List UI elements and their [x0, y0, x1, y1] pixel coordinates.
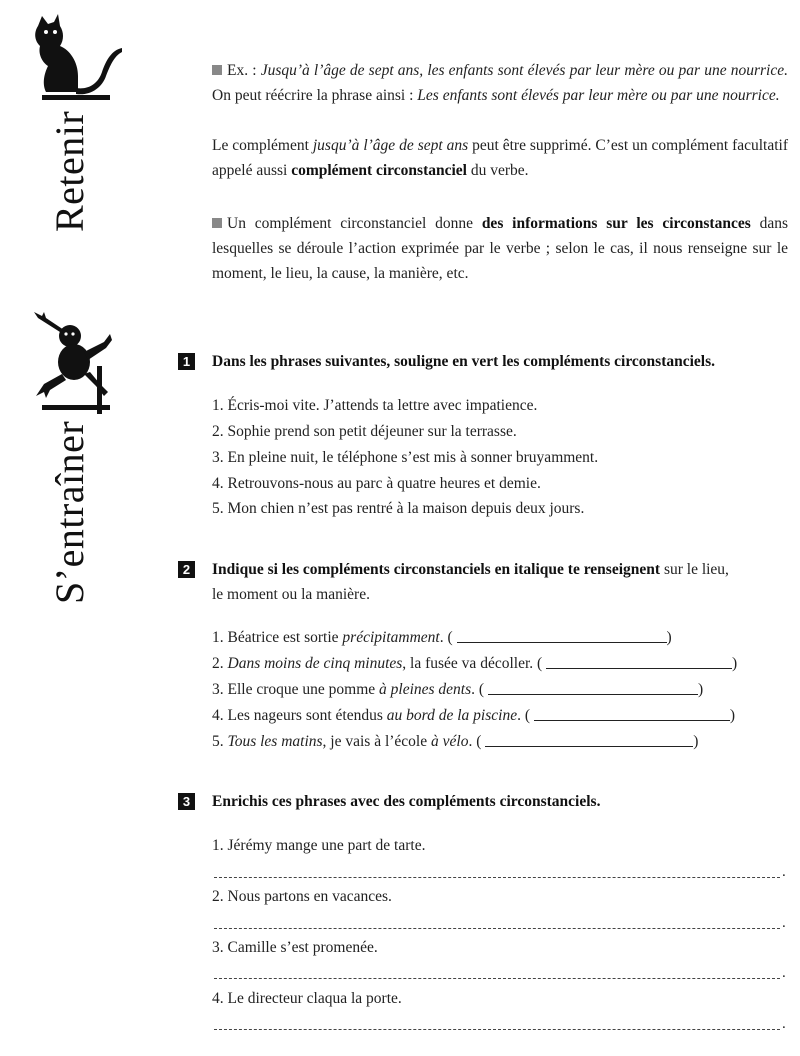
item-text: 4. Les nageurs sont étendus: [212, 707, 387, 724]
exercise2-instruction-bold: Indique si les compléments circonstanciels en italique te renseignent: [212, 561, 661, 578]
exercise3-item-3: 3. Camille s’est promenée.: [212, 939, 378, 956]
complement-rest: peut être supprimé. C’est un complément facultatif appelé aussi: [212, 137, 789, 179]
exercise1-item-4: 4. Retrouvons-nous au parc à quatre heures et demie.: [212, 475, 541, 492]
exercise2-item-5: [212, 732, 698, 752]
exercise1-item-2: 2. Sophie prend son petit déjeuner sur la terrasse.: [212, 423, 517, 440]
exercise1-item-3: 3. En pleine nuit, le téléphone s’est mis à sonner bruyamment.: [212, 449, 599, 466]
item-italic: précipitamment: [342, 629, 440, 646]
item-text: , la fusée va décoller. (: [402, 655, 543, 672]
item-italic: Tous les matins: [227, 733, 323, 750]
exercise2-number: 2: [178, 561, 195, 578]
retenir-complement-paragraph: [212, 133, 788, 183]
exercise1-item-5: 5. Mon chien n’est pas rentré à la maison depuis deux jours.: [212, 500, 585, 517]
info-bold: des informations sur les circonstances: [481, 215, 751, 232]
exercise2-item-1: [212, 628, 672, 648]
item-italic: à pleines dents: [379, 681, 472, 698]
line-end-dot: .: [782, 1016, 786, 1032]
retenir-example-paragraph: [212, 58, 788, 108]
close-paren: ): [666, 629, 672, 646]
answer-blank[interactable]: [457, 630, 667, 643]
cat-icon: [26, 14, 126, 100]
item-text: . (: [439, 629, 453, 646]
rewrite-intro: On peut réécrire la phrase ainsi :: [212, 87, 414, 104]
exercise3-item-2: 2. Nous partons en vacances.: [212, 888, 392, 905]
exercise2-instruction-rest: sur le lieu,: [663, 561, 729, 578]
retenir-info-paragraph: [212, 211, 788, 286]
entrainer-bar: [42, 405, 110, 410]
item-italic: à vélo: [431, 733, 469, 750]
exercise2-item-3: [212, 680, 703, 700]
item-text: 1. Béatrice est sortie: [212, 629, 343, 646]
info-intro: Un complément circonstanciel donne: [227, 215, 473, 232]
bullet-square-icon: [212, 218, 222, 228]
exercise3-instruction: Enrichis ces phrases avec des compléments circonstanciels.: [212, 793, 601, 810]
close-paren: ): [697, 681, 704, 698]
exercise3-answer-line-3[interactable]: [214, 978, 780, 979]
exercise3-item-4: 4. Le directeur claqua la porte.: [212, 990, 402, 1007]
complement-phrase: jusqu’à l’âge de sept ans: [312, 137, 469, 154]
info-rest: dans lesquelles se déroule l’action exprimée par le verbe ; selon le cas, il nous renseigne sur le moment, le lieu, la cause, la manière, etc.: [212, 215, 788, 282]
line-end-dot: .: [782, 965, 786, 981]
item-text: . (: [517, 707, 530, 724]
item-text: , je vais à l’école: [322, 733, 431, 750]
close-paren: ): [693, 733, 699, 750]
exercise2-instruction: [212, 557, 788, 607]
close-paren: ): [732, 655, 738, 672]
exercise3-answer-line-2[interactable]: [214, 928, 780, 929]
answer-blank[interactable]: [546, 656, 732, 669]
exercise1-number: 1: [178, 353, 195, 370]
answer-blank[interactable]: [488, 682, 698, 695]
item-italic: Dans moins de cinq minutes: [227, 655, 403, 672]
item-text: 5.: [212, 733, 228, 750]
exercise2-item-2: [212, 654, 737, 674]
complement-end: du verbe.: [470, 162, 529, 179]
exercise3-answer-line-1[interactable]: [214, 877, 780, 878]
retenir-label: Retenir: [47, 110, 92, 232]
item-text: . (: [471, 681, 485, 698]
item-text: 2.: [212, 655, 228, 672]
entrainer-label: S’entraîner: [47, 420, 92, 604]
close-paren: ): [729, 707, 736, 724]
item-text: . (: [468, 733, 482, 750]
answer-blank[interactable]: [485, 734, 693, 747]
complement-term: complément circonstanciel: [291, 162, 467, 179]
example-sentence: Jusqu’à l’âge de sept ans, les enfants sont élevés par leur mère ou par une nourrice.: [260, 62, 788, 79]
item-italic: au bord de la piscine: [386, 707, 518, 724]
exercise3-item-1: 1. Jérémy mange une part de tarte.: [212, 837, 426, 854]
exercise3-answer-line-4[interactable]: [214, 1029, 780, 1030]
example-prefix: Ex. :: [227, 62, 257, 79]
bullet-square-icon: [212, 65, 222, 75]
exercise1-item-1: 1. Écris-moi vite. J’attends ta lettre avec impatience.: [212, 397, 538, 414]
exercise2-instruction-line2: le moment ou la manière.: [212, 586, 370, 603]
line-end-dot: .: [782, 915, 786, 931]
exercise2-item-4: [212, 706, 735, 726]
complement-intro: Le complément: [212, 137, 309, 154]
exercise3-number: 3: [178, 793, 195, 810]
answer-blank[interactable]: [534, 708, 730, 721]
item-text: 3. Elle croque une pomme: [212, 681, 380, 698]
retenir-bar: [42, 95, 110, 100]
line-end-dot: .: [782, 864, 786, 880]
rewrite-sentence: Les enfants sont élevés par leur mère ou par une nourrice.: [417, 87, 780, 104]
exercise1-instruction: Dans les phrases suivantes, souligne en vert les compléments circonstanciels.: [212, 353, 716, 370]
